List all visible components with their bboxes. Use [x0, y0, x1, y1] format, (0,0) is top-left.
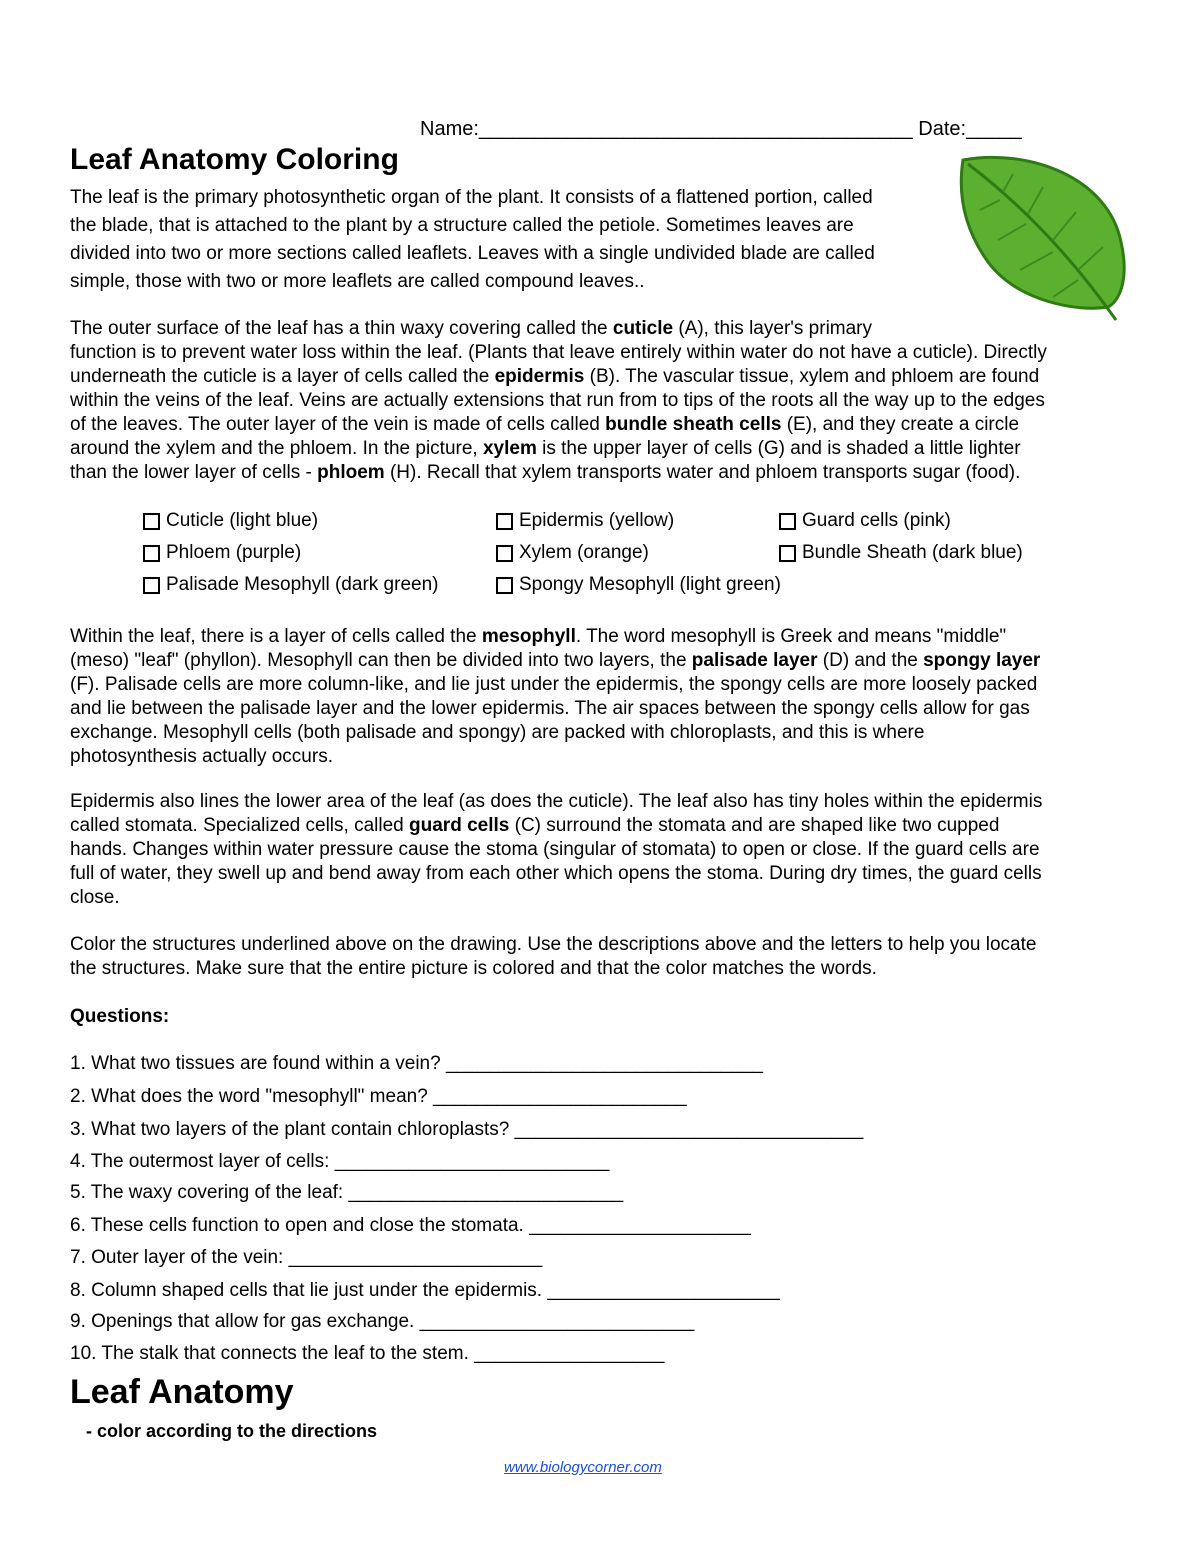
text: (F). Palisade cells are more column-like, and lie just under the epidermis, the spongy cells are more loosely packed [70, 674, 1038, 695]
text: (D) and the [817, 650, 924, 671]
page-title: Leaf Anatomy Coloring [70, 143, 399, 176]
checklist-label: Epidermis (yellow) [519, 510, 675, 531]
question-item: 8. Column shaped cells that lie just under the epidermis. ______________________ [70, 1280, 780, 1301]
text: (meso) "leaf" (phyllon). Mesophyll can then be divided into two layers, the [70, 650, 692, 671]
checkbox-icon[interactable] [779, 513, 796, 530]
question-item: 4. The outermost layer of cells: __________________________ [70, 1151, 610, 1172]
intro-line: simple, those with two or more leaflets are called compound leaves.. [70, 271, 645, 292]
instructions-paragraph [70, 933, 1140, 981]
checklist-item-cuticle[interactable] [143, 510, 318, 532]
checkbox-icon[interactable] [143, 577, 160, 594]
text: close. [70, 887, 120, 908]
text: and lie between the palisade layer and the lower epidermis. The air spaces between the spongy cells allow for gas [70, 698, 1030, 719]
text: of the leaves. The outer layer of the vein is made of cells called [70, 414, 606, 435]
checklist-item-epidermis[interactable] [496, 510, 674, 532]
checklist-label: Palisade Mesophyll (dark green) [166, 574, 439, 595]
cuticle-paragraph [70, 317, 1140, 485]
text: full of water, they swell up and bend away from each other which opens the stoma. During dry times, the guard cells [70, 863, 1042, 884]
intro-line: The leaf is the primary photosynthetic organ of the plant. It consists of a flattened portion, called [70, 187, 873, 208]
term-guard-cells: guard cells [409, 815, 510, 836]
question-item: 10. The stalk that connects the leaf to the stem. __________________ [70, 1343, 665, 1364]
footer-link[interactable]: www.biologycorner.com [504, 1459, 662, 1476]
text: (A), this layer's primary [673, 318, 873, 339]
checkbox-icon[interactable] [779, 545, 796, 562]
checklist-label: Bundle Sheath (dark blue) [802, 542, 1023, 563]
checkbox-icon[interactable] [143, 545, 160, 562]
checkbox-icon[interactable] [496, 513, 513, 530]
term-epidermis: epidermis [494, 366, 585, 387]
checklist-label: Guard cells (pink) [802, 510, 951, 531]
questions-heading: Questions: [70, 1006, 170, 1027]
question-item: 5. The waxy covering of the leaf: __________________________ [70, 1182, 624, 1203]
text: within the veins of the leaf. Veins are actually extensions that run from to tips of the roots all the way up to the edges [70, 390, 1045, 411]
checklist-item-palisade[interactable] [143, 574, 438, 596]
term-cuticle: cuticle [612, 318, 674, 339]
text: than the lower layer of cells - [70, 462, 318, 483]
question-item: 3. What two layers of the plant contain chloroplasts? _________________________________ [70, 1119, 864, 1140]
leaf-image [958, 152, 1128, 327]
question-item: 7. Outer layer of the vein: ________________________ [70, 1247, 543, 1268]
question-item: 6. These cells function to open and close the stomata. _____________________ [70, 1215, 752, 1236]
text: The outer surface of the leaf has a thin waxy covering called the [70, 318, 613, 339]
term-mesophyll: mesophyll [481, 626, 576, 647]
question-item: 1. What two tissues are found within a vein? ______________________________ [70, 1053, 763, 1074]
text: called stomata. Specialized cells, called [70, 815, 410, 836]
checkbox-icon[interactable] [143, 513, 160, 530]
checklist-label: Phloem (purple) [166, 542, 302, 563]
text: function is to prevent water loss within the leaf. (Plants that leave entirely within water do not have a cuticle). Directly [70, 342, 1047, 363]
checklist-label: Xylem (orange) [519, 542, 649, 563]
checklist-item-xylem[interactable] [496, 542, 649, 564]
text: exchange. Mesophyll cells (both palisade and spongy) are packed with chloroplasts, and this is where [70, 722, 925, 743]
text: photosynthesis actually occurs. [70, 746, 333, 767]
text: the structures. Make sure that the entire picture is colored and that the color matches the words. [70, 958, 877, 979]
mesophyll-paragraph [70, 625, 1140, 769]
text: (E), and they create a circle [781, 414, 1020, 435]
term-bundle-sheath: bundle sheath cells [605, 414, 782, 435]
term-xylem: xylem [482, 438, 537, 459]
text: (H). Recall that xylem transports water and phloem transports sugar (food). [384, 462, 1021, 483]
checklist-label: Spongy Mesophyll (light green) [519, 574, 781, 595]
section-subtitle: - color according to the directions [86, 1421, 378, 1441]
term-spongy-layer: spongy layer [923, 650, 1041, 671]
text: hands. Changes within water pressure cause the stoma (singular of stomata) to open or close. If the guard cells are [70, 839, 1040, 860]
checkbox-icon[interactable] [496, 577, 513, 594]
stomata-paragraph [70, 790, 1140, 910]
checklist-label: Cuticle (light blue) [166, 510, 319, 531]
text: underneath the cuticle is a layer of cells called the [70, 366, 495, 387]
text: Epidermis also lines the lower area of the leaf (as does the cuticle). The leaf also has tiny holes within the epidermis [70, 791, 1043, 812]
checklist-item-phloem[interactable] [143, 542, 301, 564]
text: is the upper layer of cells (G) and is shaded a little lighter [536, 438, 1021, 459]
text: Color the structures underlined above on the drawing. Use the descriptions above and the letters to help you locate [70, 934, 1037, 955]
text: around the xylem and the phloem. In the picture, [70, 438, 483, 459]
checklist-item-spongy[interactable] [496, 574, 781, 596]
text: (C) surround the stomata and are shaped like two cupped [509, 815, 1000, 836]
section-title: Leaf Anatomy [70, 1373, 294, 1411]
question-item: 2. What does the word "mesophyll" mean? ________________________ [70, 1086, 687, 1107]
intro-paragraph [70, 184, 950, 296]
term-phloem: phloem [317, 462, 385, 483]
checkbox-icon[interactable] [496, 545, 513, 562]
text: . The word mesophyll is Greek and means "middle" [575, 626, 1007, 647]
text: Within the leaf, there is a layer of cells called the [70, 626, 482, 647]
term-palisade-layer: palisade layer [691, 650, 818, 671]
intro-line: the blade, that is attached to the plant by a structure called the petiole. Sometimes leaves are [70, 215, 854, 236]
checklist-item-guard-cells[interactable] [779, 510, 951, 532]
text: (B). The vascular tissue, xylem and phloem are found [584, 366, 1040, 387]
name-date-line: Name:_______________________________________ Date:_____ [420, 118, 1022, 140]
intro-line: divided into two or more sections called leaflets. Leaves with a single undivided blade are called [70, 243, 875, 264]
question-item: 9. Openings that allow for gas exchange. __________________________ [70, 1311, 695, 1332]
checklist-item-bundle-sheath[interactable] [779, 542, 1023, 564]
